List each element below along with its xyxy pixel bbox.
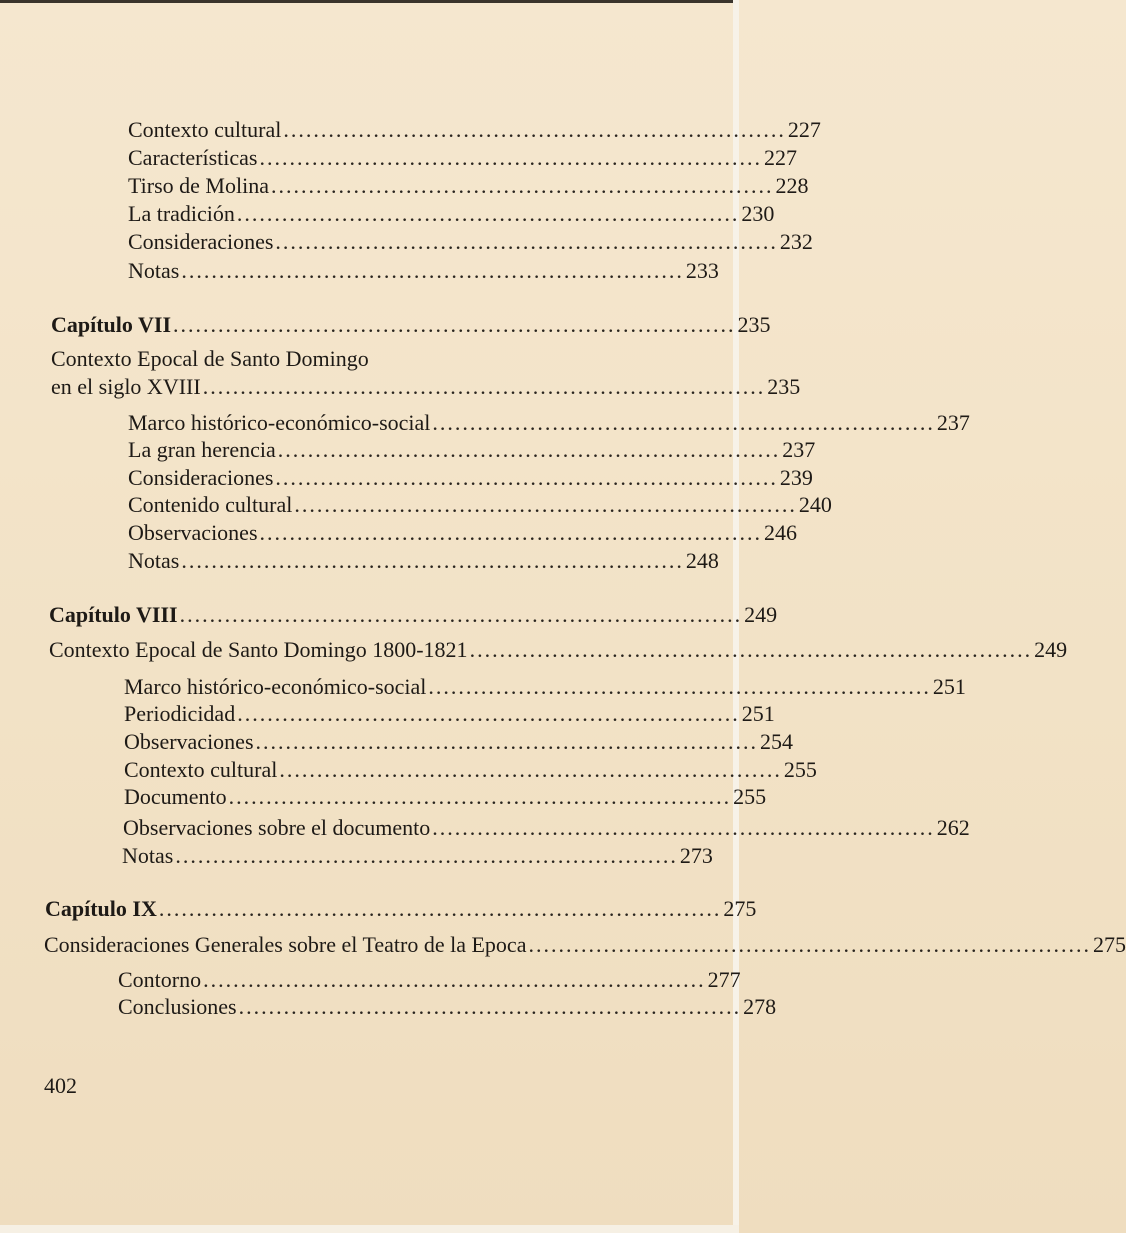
entry-title: Documento	[124, 784, 227, 809]
toc-entry	[124, 784, 767, 810]
entry-page: 251	[932, 674, 966, 699]
toc-entry	[124, 729, 794, 755]
toc-entry	[128, 410, 970, 436]
toc-entry	[128, 465, 813, 491]
entry-title: Capítulo VIII	[49, 602, 178, 627]
entry-page: 273	[679, 843, 713, 868]
entry-page: 251	[741, 701, 775, 726]
entry-title: Contexto cultural	[124, 757, 278, 782]
entry-page: 232	[779, 229, 813, 254]
toc-entry	[123, 815, 970, 841]
dot-leader: ...................................................................	[428, 674, 931, 699]
entry-page: 235	[767, 374, 801, 399]
toc-entry	[124, 757, 817, 783]
toc-entry	[49, 637, 1068, 663]
entry-page: 255	[783, 757, 817, 782]
dot-leader: ...................................................................	[279, 757, 782, 782]
entry-page: 275	[1092, 932, 1126, 957]
dot-leader: ...........................................................................	[528, 932, 1091, 957]
toc-entry	[128, 548, 719, 574]
entry-page: 254	[760, 729, 794, 754]
dot-leader: ...................................................................	[175, 843, 678, 868]
toc-entry	[128, 520, 798, 546]
dot-leader: ...........................................................................	[179, 602, 743, 627]
dot-leader: ...................................................................	[275, 465, 778, 490]
toc-entry	[128, 145, 797, 171]
entry-page: 246	[764, 520, 798, 545]
entry-page: 227	[764, 145, 797, 170]
entry-title: Tirso de Molina	[128, 173, 269, 198]
entry-title: Contenido cultural	[128, 492, 293, 517]
dot-leader: ...................................................................	[255, 729, 759, 754]
toc-entry	[122, 843, 713, 869]
entry-title: Contexto Epocal de Santo Domingo 1800-1821	[49, 637, 468, 662]
dot-leader: ...................................................................	[270, 173, 774, 198]
toc-entry	[128, 258, 719, 284]
entry-title: Notas	[128, 548, 180, 573]
toc-entry	[128, 117, 821, 143]
dot-leader: ...................................................................	[237, 701, 740, 726]
entry-page: 233	[685, 258, 719, 283]
entry-page: 240	[798, 492, 832, 517]
entry-title: Observaciones sobre el documento	[123, 815, 431, 840]
entry-title: Periodicidad	[124, 701, 236, 726]
entry-title: Características	[128, 145, 258, 170]
toc-entry	[44, 932, 1126, 958]
entry-title: Marco histórico-económico-social	[128, 410, 431, 435]
entry-page: 249	[744, 602, 778, 627]
entry-page: 237	[936, 410, 970, 435]
dot-leader: ...................................................................	[294, 492, 797, 517]
entry-page: 278	[743, 994, 777, 1019]
entry-title: La tradición	[128, 201, 235, 226]
page-number: 402	[44, 1073, 77, 1098]
entry-title: Consideraciones	[128, 465, 274, 490]
dot-leader: ...................................................................	[181, 548, 684, 573]
entry-title: Contexto cultural	[128, 117, 282, 142]
entry-page: 262	[936, 815, 970, 840]
entry-page: 248	[685, 548, 719, 573]
dot-leader: ...................................................................	[236, 201, 740, 226]
toc-entry	[118, 994, 777, 1020]
dot-leader: ...........................................................................	[158, 896, 722, 921]
entry-page: 235	[737, 312, 771, 337]
chapter-heading	[45, 896, 757, 922]
toc-entry	[124, 701, 775, 727]
toc-entry	[124, 674, 966, 700]
entry-page: 228	[775, 173, 809, 198]
dot-leader: ...................................................................	[259, 145, 762, 170]
dot-leader: ...........................................................................	[469, 637, 1033, 662]
toc-entry	[128, 492, 832, 518]
chapter-heading	[49, 602, 778, 628]
dot-leader: ...................................................................	[203, 967, 706, 992]
dot-leader: ...................................................................	[432, 410, 935, 435]
dot-leader: ...................................................................	[432, 815, 935, 840]
dot-leader: ...........................................................................	[202, 374, 766, 399]
entry-page: 249	[1034, 637, 1068, 662]
dot-leader: ...................................................................	[283, 117, 786, 142]
entry-title: Observaciones	[124, 729, 254, 754]
dot-leader: ...................................................................	[238, 994, 742, 1019]
entry-title: Capítulo IX	[45, 896, 157, 921]
dot-leader: ...................................................................	[228, 784, 732, 809]
entry-title: Observaciones	[128, 520, 258, 545]
entry-page: 227	[787, 117, 821, 142]
entry-title: Conclusiones	[118, 994, 237, 1019]
entry-title: Consideraciones Generales sobre el Teatro de la Epoca	[44, 932, 527, 957]
entry-title: Notas	[128, 258, 180, 283]
entry-title: La gran herencia	[128, 437, 276, 462]
entry-page: 255	[733, 784, 767, 809]
entry-title: Contorno	[118, 967, 202, 992]
toc-entry	[128, 201, 775, 227]
dot-leader: ...................................................................	[275, 229, 778, 254]
entry-title: Consideraciones	[128, 229, 274, 254]
toc-entry	[51, 374, 801, 400]
entry-page: 237	[782, 437, 816, 462]
toc-entry	[118, 967, 741, 993]
dot-leader: ...................................................................	[181, 258, 684, 283]
dot-leader: ...................................................................	[259, 520, 763, 545]
toc-entry	[128, 437, 816, 463]
section-title: Contexto Epocal de Santo Domingo	[51, 346, 369, 371]
entry-title: Notas	[122, 843, 174, 868]
entry-page: 277	[707, 967, 741, 992]
entry-title: Marco histórico-económico-social	[124, 674, 427, 699]
entry-page: 230	[741, 201, 775, 226]
toc-entry	[128, 173, 809, 199]
entry-title: Capítulo VII	[51, 312, 172, 337]
entry-page: 275	[723, 896, 757, 921]
entry-title: en el siglo XVIII	[51, 374, 201, 399]
toc-entry	[128, 229, 813, 255]
entry-page: 239	[779, 465, 813, 490]
dot-leader: ...........................................................................	[173, 312, 736, 337]
chapter-heading	[51, 312, 771, 338]
dot-leader: ...................................................................	[277, 437, 781, 462]
